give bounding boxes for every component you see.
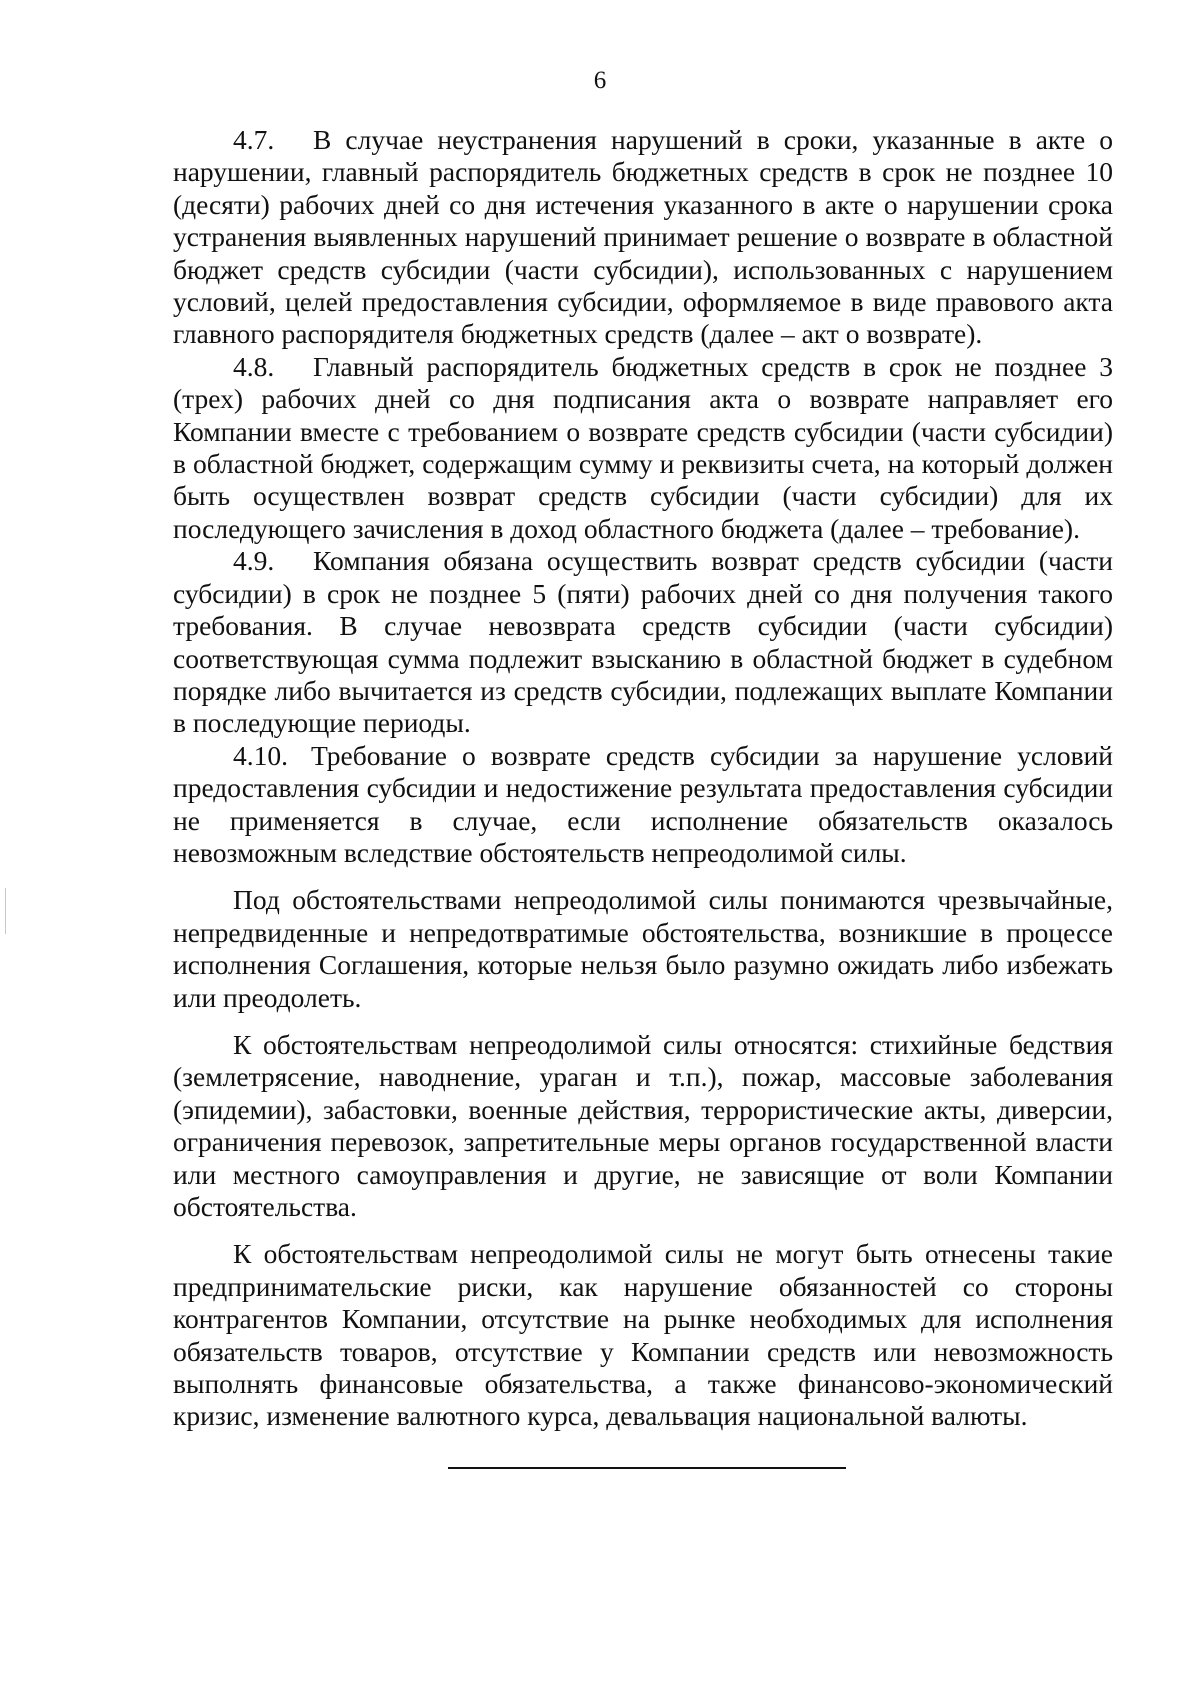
clause-4-8 — [173, 351, 1113, 545]
clause-number: 4.8. — [233, 350, 275, 382]
scan-edge-mark — [5, 888, 6, 934]
paragraph-text: Под обстоятельствами непреодолимой силы понимаются чрезвычайные, непредвиденные и непредотвратимые обстоятельства, возникшие в процессе исполнения Соглашения, которые нельзя было разумно ожидать либо избежать или преодолеть. — [173, 884, 1113, 1013]
clause-number: 4.10. — [233, 739, 288, 771]
document-body — [173, 124, 1113, 1433]
clause-4-7 — [173, 124, 1113, 351]
clause-4-9 — [173, 545, 1113, 739]
force-majeure-examples — [173, 1029, 1113, 1223]
clause-text: Главный распорядитель бюджетных средств в срок не позднее 3 (трех) рабочих дней со дня подписания акта о возврате направляет его Компании вместе с требованием о возврате средств субсидии (части субсидии) в областной бюджет, содержащим сумму и реквизиты счета, на который должен быть осуществлен возврат средств субсидии (части субсидии) для их последующего зачисления в доход областного бюджета (далее – требование). — [173, 350, 1113, 544]
clause-number: 4.9. — [233, 545, 275, 577]
paragraph-text: К обстоятельствам непреодолимой силы относятся: стихийные бедствия (землетрясение, наводнение, ураган и т.п.), пожар, массовые заболевания (эпидемии), забастовки, военные действия, террористические акты, диверсии, ограничения перевозок, запретительные меры органов государственной власти или местного самоуправления и другие, не зависящие от воли Компании обстоятельства. — [173, 1028, 1113, 1222]
clause-text: Компания обязана осуществить возврат средств субсидии (части субсидии) в срок не позднее 5 (пяти) рабочих дней со дня получения такого требования. В случае невозврата средств субсидии (части субсидии) соответствующая сумма подлежит взысканию в областной бюджет в судебном порядке либо вычитается из средств субсидии, подлежащих выплате Компании в последующие периоды. — [173, 545, 1113, 739]
clause-number: 4.7. — [233, 124, 275, 155]
paragraph-text: К обстоятельствам непреодолимой силы не могут быть отнесены такие предпринимательские риски, как нарушение обязанностей со стороны контрагентов Компании, отсутствие на рынке необходимых для исполнения обязательств товаров, отсутствие у Компании средств или невозможность выполнять финансовые обязательства, а также финансово-экономический кризис, изменение валютного курса, девальвация национальной валюты. — [173, 1238, 1113, 1432]
force-majeure-definition — [173, 884, 1113, 1014]
clause-text: В случае неустранения нарушений в сроки, указанные в акте о нарушении, главный распорядитель бюджетных средств в срок не позднее 10 (десяти) рабочих дней со дня истечения указанного в акте о нарушении срока устранения выявленных нарушений принимает решение о возврате в областной бюджет средств субсидии (части субсидии), использованных с нарушением условий, целей предоставления субсидии, оформляемое в виде правового акта главного распорядителя бюджетных средств (далее – акт о возврате). — [173, 124, 1113, 350]
page-number: 6 — [593, 67, 607, 94]
clause-4-10 — [173, 740, 1113, 870]
end-divider-line — [448, 1467, 846, 1469]
force-majeure-exclusions — [173, 1238, 1113, 1432]
clause-text: Требование о возврате средств субсидии за нарушение условий предоставления субсидии и недостижение результата предоставления субсидии не применяется в случае, если исполнение обязательств оказалось невозможным вследствие обстоятельств непреодолимой силы. — [173, 739, 1113, 868]
